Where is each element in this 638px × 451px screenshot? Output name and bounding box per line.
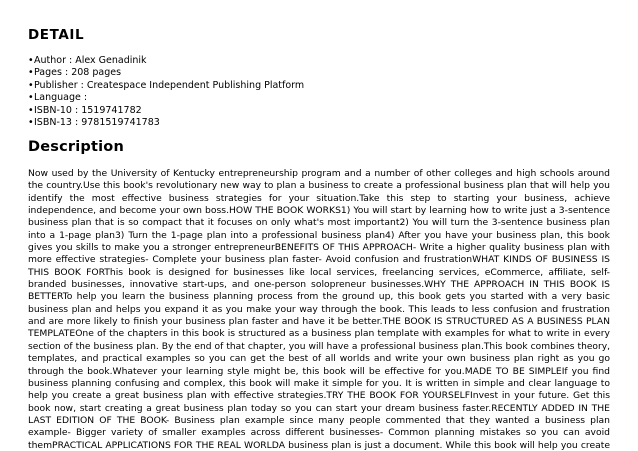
description-line: gives you skills to make you a stronger entrepreneurBENEFITS OF THIS APPROACH- Write a higher quality business plan with bbox=[28, 242, 610, 254]
description-line: identify the most effective business strategies for your situation.Take this step to starting your business, achieve bbox=[28, 192, 610, 204]
detail-item-isbn13 bbox=[28, 117, 304, 129]
detail-item-text: ISBN-10 : 1519741782 bbox=[34, 104, 142, 116]
description-line: help you create a great business plan with effective strategies.TRY THE BOOK FOR YOURSELFInvest in your future. Get this bbox=[28, 390, 610, 402]
description-line: business planning confusing and complex, this book will make it simple for you. It is written in simple and clear language to bbox=[28, 377, 610, 389]
description-line: Now used by the University of Kentucky entrepreneurship program and a number of other colleges and high schools around bbox=[28, 168, 610, 179]
description-line: more effective strategies- Complete your business plan faster- Avoid confusion and frustrationWHAT KINDS OF BUSINESS IS bbox=[28, 254, 610, 266]
description-line: the country.Use this book's revolutionary new way to plan a business to create a professional business plan that will help you bbox=[28, 180, 610, 192]
bullet-icon: • bbox=[28, 55, 34, 66]
description-line: section of the business plan. By the end of that chapter, you will have a professional business plan.This book combines theory, bbox=[28, 341, 610, 352]
detail-item-publisher bbox=[28, 80, 304, 92]
detail-item-text: Publisher : Createspace Independent Publishing Platform bbox=[34, 79, 305, 91]
detail-item-author bbox=[28, 55, 304, 67]
description-line: TEMPLATEOne of the chapters in this book is structured as a business plan template with examples for what to write in every bbox=[28, 328, 610, 340]
description-line: THIS BOOK FORThis book is designed for businesses like local services, freelancing services, eCommerce, affiliate, self- bbox=[28, 266, 610, 278]
detail-item-text: Language : bbox=[34, 92, 88, 104]
description-body bbox=[28, 168, 610, 451]
description-line: independence, and become your own boss.HOW THE BOOK WORKS1) You will start by learning how to write just a 3-sentence bbox=[28, 205, 610, 217]
bullet-icon: • bbox=[28, 92, 34, 104]
description-line: business plan that is so compact that it focuses on only what's most important2) You will turn the 3-sentence business plan bbox=[28, 217, 610, 229]
detail-list bbox=[28, 55, 304, 129]
description-line: and are more likely to finish your business plan faster and have it be better.THE BOOK IS STRUCTURED AS A BUSINESS PLAN bbox=[28, 316, 610, 328]
detail-item-isbn10 bbox=[28, 105, 304, 117]
detail-item-text: Pages : 208 pages bbox=[34, 67, 122, 79]
bullet-icon: • bbox=[28, 67, 34, 79]
description-line: BETTERTo help you learn the business planning process from the ground up, this book gets you started with a very basic bbox=[28, 291, 610, 303]
description-line: into a 1-page plan3) Turn the 1-page plan into a professional business plan4) After you have your business plan, this book bbox=[28, 229, 610, 241]
description-line: book now, start creating a great business plan today so you can start your dream business faster.RECENTLY ADDED IN THE bbox=[28, 402, 610, 414]
detail-item-text: ISBN-13 : 9781519741783 bbox=[34, 117, 160, 129]
detail-heading: DETAIL bbox=[28, 27, 85, 43]
description-line: templates, and practical examples so you can get the best of all worlds and write your own business plan right as you go bbox=[28, 353, 610, 365]
description-line: LAST EDITION OF THE BOOK- Business plan example since many people commented that they wanted a business plan bbox=[28, 414, 610, 426]
description-line: example- Bigger variety of smaller examples across different businesses- Common planning mistakes so you can avoid bbox=[28, 427, 610, 439]
description-heading: Description bbox=[28, 139, 124, 155]
description-line: business plan and helps you expand it as you make your way through the book. This leads to less confusion and frustration bbox=[28, 303, 610, 315]
description-line: themPRACTICAL APPLICATIONS FOR THE REAL WORLDA business plan is just a document. While this book will help you create bbox=[28, 439, 610, 451]
detail-item-pages bbox=[28, 67, 304, 79]
bullet-icon: • bbox=[28, 79, 34, 91]
bullet-icon: • bbox=[28, 117, 34, 129]
description-line: through the book.Whatever your learning style might be, this book will be effective for you.MADE TO BE SIMPLEIf you find bbox=[28, 365, 610, 377]
detail-item-text: Author : Alex Genadinik bbox=[34, 55, 147, 66]
bullet-icon: • bbox=[28, 104, 34, 116]
description-line: branded businesses, innovative start-ups, and one-person solopreneur businesses.WHY THE APPROACH IN THIS BOOK IS bbox=[28, 279, 610, 291]
detail-item-language bbox=[28, 92, 304, 104]
